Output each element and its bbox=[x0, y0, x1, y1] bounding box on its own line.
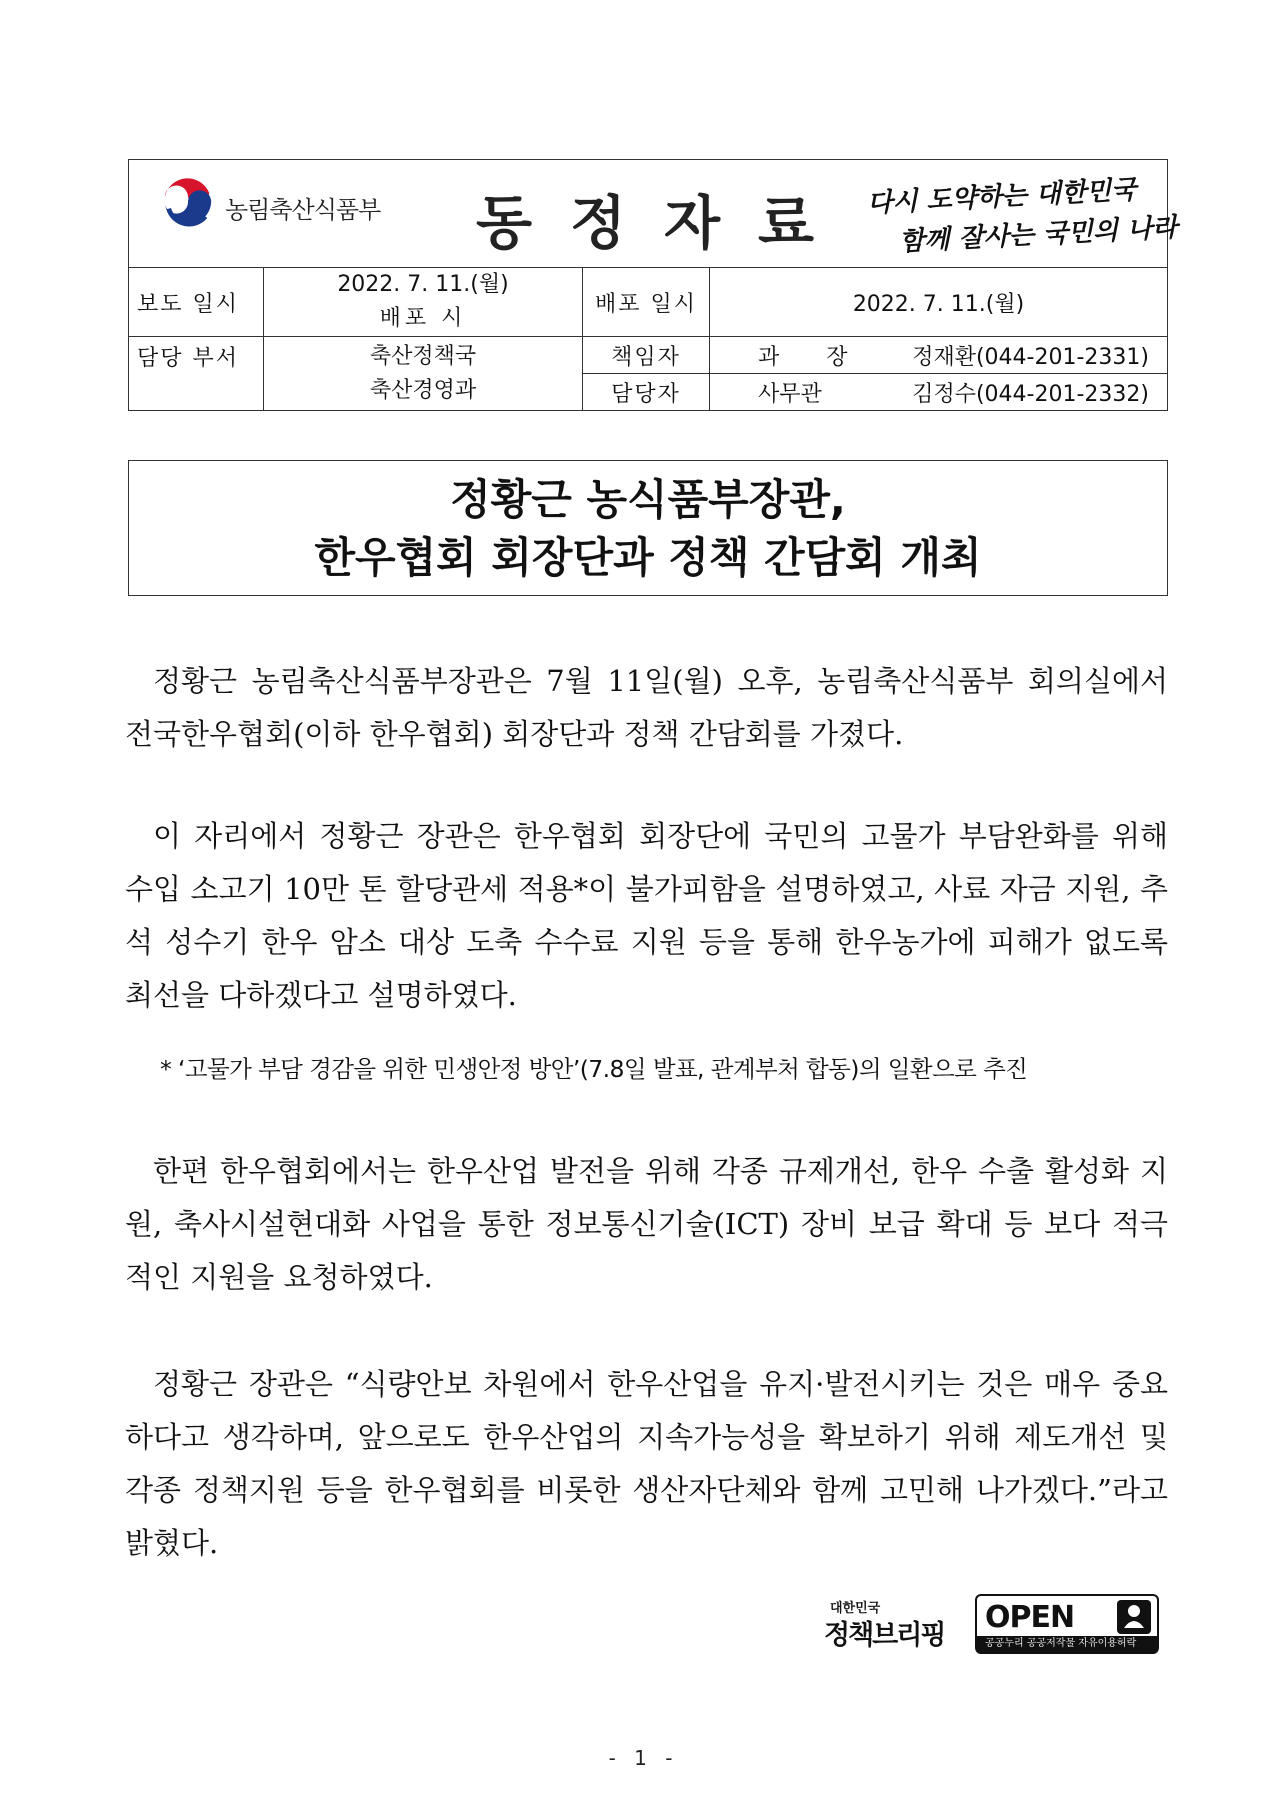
paragraph-4 bbox=[125, 1358, 1168, 1570]
policy-briefing-small-text: 대한민국 bbox=[830, 1601, 881, 1616]
department-line-2: 축산경영과 bbox=[369, 377, 477, 403]
footnote: * ‘고물가 부담 경감을 위한 민생안정 방안’(7.8일 발표, 관계부처 합동)의 일환으로 추진 bbox=[160, 1055, 1028, 1083]
headline-box bbox=[128, 460, 1168, 596]
staff-name: 김정수(044-201-2332) bbox=[912, 381, 1149, 407]
paragraph-4-text: 정황근 장관은 “식량안보 차원에서 한우산업을 유지·발전시키는 것은 매우 중요하다고 생각하며, 앞으로도 한우산업의 지속가능성을 확보하기 위해 제도개선 및 각종 정책지원 등을 한우협회를 비롯한 생산자단체와 함께 고민해 나가겠다.”라고 밝혔다. bbox=[125, 1367, 1168, 1560]
press-info-table bbox=[128, 267, 1168, 411]
headline-line-1: 정황근 농식품부장관, bbox=[450, 475, 846, 524]
press-date-label: 보도 일시 bbox=[129, 268, 264, 337]
department-line-1: 축산정책국 bbox=[369, 343, 477, 369]
responsible-label: 책임자 bbox=[583, 337, 710, 374]
paragraph-1-text: 정황근 농림축산식품부장관은 7월 11일(월) 오후, 농림축산식품부 회의실에서 전국한우협회(이하 한우협회) 회장단과 정책 간담회를 가졌다. bbox=[125, 664, 1168, 751]
paragraph-3-text: 한편 한우협회에서는 한우산업 발전을 위해 각종 규제개선, 한우 수출 활성화 지원, 축사시설현대화 사업을 통한 정보통신기술(ICT) 장비 보급 확대 등 보다 적극적인 지원을 요청하였다. bbox=[125, 1154, 1168, 1294]
press-date-value bbox=[264, 268, 583, 337]
responsible-name: 정재환(044-201-2331) bbox=[912, 344, 1149, 370]
slogan-line-1: 다시 도약하는 대한민국 bbox=[866, 174, 1137, 220]
staff-label: 담당자 bbox=[583, 374, 710, 411]
responsible-title: 과 장 bbox=[758, 344, 868, 370]
press-date-line-2: 배포 시 bbox=[379, 306, 467, 331]
ministry-name: 농림축산식품부 bbox=[225, 196, 381, 224]
open-license-bar: 공공누리 공공저작물 자유이용허락 bbox=[977, 1636, 1157, 1652]
department-label: 담당 부서 bbox=[129, 337, 264, 411]
government-slogan bbox=[859, 174, 1179, 258]
open-word: OPEN bbox=[985, 1600, 1075, 1635]
distribution-date-label: 배포 일시 bbox=[583, 268, 710, 337]
press-date-line-1: 2022. 7. 11.(월) bbox=[337, 272, 509, 297]
paragraph-1 bbox=[125, 655, 1168, 761]
slogan-line-2: 함께 잘사는 국민의 나라 bbox=[898, 212, 1179, 258]
document-type-title: 동정자료 bbox=[475, 189, 853, 257]
header-box bbox=[128, 159, 1179, 268]
ministry-logo bbox=[159, 172, 459, 236]
headline-line-2: 한우협회 회장단과 정책 간담회 개최 bbox=[314, 533, 982, 582]
department-value bbox=[264, 337, 583, 411]
paragraph-2 bbox=[125, 810, 1168, 1022]
kogl-open-logo bbox=[975, 1594, 1159, 1654]
staff-title: 사무관 bbox=[758, 381, 822, 407]
attribution-person-icon bbox=[1117, 1600, 1151, 1634]
paragraph-2-text: 이 자리에서 정황근 장관은 한우협회 회장단에 국민의 고물가 부담완화를 위해 수입 소고기 10만 톤 할당관세 적용*이 불가피함을 설명하였고, 사료 자금 지원, 추석 성수기 한우 암소 대상 도축 수수료 지원 등을 통해 한우농가에 피해가 없도록 최선을 다하겠다고 설명하였다. bbox=[125, 819, 1168, 1012]
staff-value bbox=[710, 374, 1168, 411]
policy-briefing-text: 정책브리핑 bbox=[824, 1620, 945, 1651]
page-number: - 1 - bbox=[608, 1746, 679, 1770]
paragraph-3 bbox=[125, 1145, 1168, 1304]
responsible-value bbox=[710, 337, 1168, 374]
policy-briefing-logo bbox=[818, 1597, 968, 1665]
distribution-date-value: 2022. 7. 11.(월) bbox=[710, 268, 1168, 337]
taegeuk-icon bbox=[159, 172, 217, 230]
